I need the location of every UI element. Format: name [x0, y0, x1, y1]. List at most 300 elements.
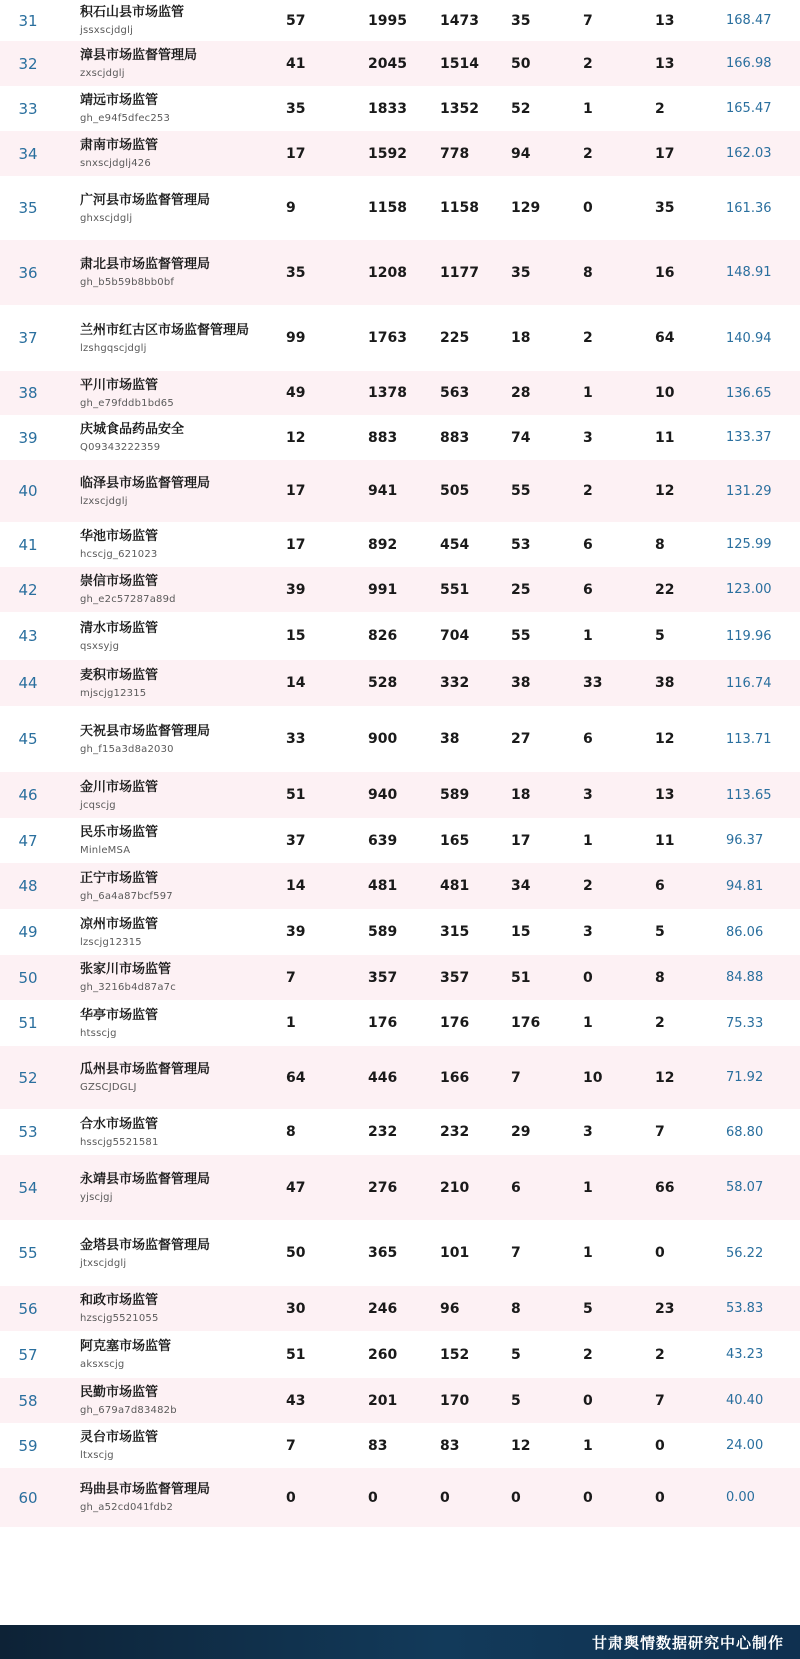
account-id: gh_6a4a87bcf597	[80, 890, 173, 902]
value-col-2: 83	[368, 1437, 388, 1454]
value-col-6: 0	[655, 1489, 665, 1506]
rank-number: 58	[18, 1391, 38, 1410]
account-id: ltxscjg	[80, 1450, 114, 1461]
account-name: 和政市场监管	[80, 1293, 159, 1308]
value-col-2: 1208	[368, 264, 407, 281]
account-cell	[80, 955, 270, 1000]
table-row	[0, 567, 800, 612]
value-col-4: 29	[511, 1124, 531, 1140]
value-col-5: 3	[583, 429, 593, 446]
account-id: ghxscjdglj	[80, 212, 133, 224]
account-cell	[80, 1046, 270, 1109]
account-id: hcscjg_621023	[80, 549, 158, 560]
value-col-5: 1	[583, 1245, 593, 1261]
value-col-3: 332	[440, 675, 470, 691]
account-id: yjscjgj	[80, 1192, 113, 1203]
account-id: gh_679a7d83482b	[80, 1405, 177, 1416]
score: 94.81	[726, 878, 764, 894]
account-id: gh_e94f5dfec253	[80, 113, 171, 124]
rank-number: 52	[18, 1068, 38, 1087]
value-col-1: 49	[286, 385, 306, 401]
value-col-1: 99	[286, 330, 306, 346]
account-name: 临泽县市场监督管理局	[80, 475, 211, 491]
value-col-4: 129	[511, 200, 541, 216]
value-col-3: 1473	[440, 12, 479, 29]
value-col-1: 17	[286, 536, 306, 553]
value-col-2: 900	[368, 731, 398, 747]
value-col-3: 454	[440, 536, 470, 553]
score: 125.99	[726, 537, 772, 552]
score: 56.22	[726, 1245, 764, 1261]
value-col-3: 210	[440, 1179, 470, 1196]
value-col-5: 8	[583, 264, 593, 281]
score: 86.06	[726, 924, 764, 940]
score: 148.91	[726, 265, 772, 280]
score: 96.37	[726, 833, 764, 848]
account-cell	[80, 0, 270, 41]
account-id: gh_3216b4d87a7c	[80, 982, 176, 993]
account-name: 玛曲县市场监督管理局	[80, 1482, 211, 1497]
value-col-2: 246	[368, 1300, 398, 1317]
value-col-4: 55	[511, 628, 531, 644]
rank-number: 49	[18, 923, 38, 941]
account-name: 永靖县市场监督管理局	[80, 1172, 211, 1187]
table-row	[0, 660, 800, 706]
rank-number: 51	[18, 1014, 38, 1032]
value-col-6: 66	[655, 1179, 675, 1196]
account-cell	[80, 1378, 270, 1423]
value-col-4: 38	[511, 675, 531, 691]
table-row	[0, 86, 800, 131]
account-name: 庆城食品药品安全	[80, 422, 185, 437]
table-row	[0, 131, 800, 176]
value-col-5: 2	[583, 483, 593, 499]
value-col-1: 51	[286, 787, 306, 803]
account-id: jssxscjdglj	[80, 25, 134, 36]
account-name: 民勤市场监管	[80, 1385, 159, 1400]
value-col-3: 357	[440, 969, 470, 986]
value-col-5: 6	[583, 581, 593, 598]
value-col-4: 53	[511, 536, 531, 553]
account-cell	[80, 1423, 270, 1468]
table-row	[0, 955, 800, 1000]
value-col-1: 17	[286, 483, 306, 499]
value-col-4: 18	[511, 330, 531, 346]
rank-number: 48	[18, 877, 38, 895]
score: 43.23	[726, 1347, 764, 1362]
score: 84.88	[726, 970, 764, 985]
value-col-3: 563	[440, 385, 470, 401]
account-cell	[80, 176, 270, 240]
rank-number: 44	[18, 674, 38, 692]
score: 131.29	[726, 483, 772, 499]
account-cell	[80, 86, 270, 131]
account-cell	[80, 305, 270, 371]
table-row	[0, 1046, 800, 1109]
table-row	[0, 1220, 800, 1286]
value-col-3: 1514	[440, 55, 479, 72]
value-col-5: 3	[583, 924, 593, 940]
account-id: gh_b5b59b8bb0bf	[80, 277, 175, 288]
footer-credit: 甘肃舆情数据研究中心制作	[591, 1633, 784, 1652]
table-row	[0, 1109, 800, 1155]
account-name: 瓜州县市场监督管理局	[80, 1062, 211, 1077]
value-col-1: 64	[286, 1069, 306, 1086]
value-col-5: 2	[583, 145, 593, 162]
value-col-2: 639	[368, 832, 398, 849]
value-col-6: 2	[655, 100, 665, 117]
value-col-1: 51	[286, 1346, 306, 1363]
account-id: GZSCJDGLJ	[80, 1082, 137, 1093]
account-name: 正宁市场监管	[80, 870, 159, 886]
value-col-5: 7	[583, 12, 593, 29]
value-col-4: 50	[511, 55, 531, 72]
score: 113.65	[726, 787, 772, 803]
value-col-4: 6	[511, 1179, 521, 1196]
rank-number: 41	[18, 535, 38, 554]
value-col-2: 176	[368, 1015, 398, 1031]
value-col-3: 165	[440, 832, 470, 849]
rank-number: 38	[18, 384, 38, 402]
value-col-2: 589	[368, 924, 398, 940]
table-row	[0, 1423, 800, 1468]
table-row	[0, 1331, 800, 1378]
rank-number: 55	[18, 1244, 38, 1262]
account-name: 天祝县市场监督管理局	[80, 723, 211, 739]
value-col-5: 1	[583, 100, 593, 117]
value-col-5: 1	[583, 1179, 593, 1196]
rank-number: 56	[18, 1299, 38, 1318]
value-col-2: 883	[368, 429, 398, 446]
score: 0.00	[726, 1490, 755, 1505]
account-cell	[80, 1286, 270, 1331]
account-id: snxscjdglj426	[80, 158, 151, 169]
table-row	[0, 1286, 800, 1331]
value-col-1: 35	[286, 264, 306, 281]
value-col-2: 357	[368, 969, 398, 986]
account-cell	[80, 1000, 270, 1046]
value-col-5: 6	[583, 731, 593, 747]
value-col-3: 166	[440, 1069, 470, 1086]
value-col-4: 176	[511, 1015, 541, 1031]
table-row	[0, 909, 800, 955]
score: 53.83	[726, 1301, 764, 1316]
score: 166.98	[726, 56, 772, 71]
value-col-4: 27	[511, 731, 531, 747]
rank-number: 34	[18, 144, 38, 163]
value-col-2: 1158	[368, 200, 407, 216]
account-name: 民乐市场监管	[80, 825, 159, 840]
value-col-6: 6	[655, 878, 665, 894]
account-id: hzscjg5521055	[80, 1313, 159, 1324]
rank-number: 59	[18, 1436, 38, 1455]
value-col-3: 551	[440, 581, 470, 598]
rank-number: 40	[18, 482, 38, 500]
value-col-6: 13	[655, 12, 675, 29]
value-col-3: 0	[440, 1489, 450, 1506]
score: 133.37	[726, 430, 772, 445]
value-col-2: 446	[368, 1069, 398, 1086]
value-col-4: 34	[511, 878, 531, 894]
rank-number: 43	[18, 627, 38, 645]
table-row	[0, 818, 800, 863]
account-id: mjscjg12315	[80, 687, 147, 699]
account-name: 清水市场监管	[80, 620, 159, 636]
account-name: 漳县市场监督管理局	[80, 48, 198, 63]
value-col-6: 12	[655, 731, 675, 747]
value-col-2: 201	[368, 1392, 398, 1409]
value-col-4: 12	[511, 1437, 531, 1454]
value-col-5: 2	[583, 55, 593, 72]
account-name: 凉州市场监管	[80, 916, 159, 932]
value-col-3: 176	[440, 1015, 470, 1031]
value-col-2: 232	[368, 1124, 398, 1140]
score: 168.47	[726, 13, 772, 28]
value-col-2: 276	[368, 1179, 398, 1196]
rank-number: 54	[18, 1178, 38, 1197]
value-col-3: 315	[440, 924, 470, 940]
rank-number: 50	[18, 968, 38, 987]
value-col-6: 10	[655, 385, 675, 401]
value-col-2: 528	[368, 675, 398, 691]
account-name: 靖远市场监管	[80, 93, 159, 108]
rank-number: 35	[18, 199, 38, 217]
value-col-2: 1833	[368, 100, 407, 117]
value-col-5: 2	[583, 330, 593, 346]
account-cell	[80, 1468, 270, 1527]
table-row	[0, 612, 800, 660]
value-col-5: 5	[583, 1300, 593, 1317]
value-col-3: 778	[440, 145, 470, 162]
rank-number: 31	[18, 11, 38, 30]
score: 161.36	[726, 200, 772, 216]
table-row	[0, 371, 800, 415]
account-name: 肃南市场监管	[80, 138, 159, 153]
value-col-6: 2	[655, 1015, 665, 1031]
rank-number: 32	[18, 54, 38, 73]
account-id: htsscjg	[80, 1027, 117, 1039]
value-col-6: 16	[655, 264, 675, 281]
value-col-5: 6	[583, 536, 593, 553]
value-col-5: 2	[583, 878, 593, 894]
account-id: gh_f15a3d8a2030	[80, 743, 174, 755]
value-col-6: 7	[655, 1392, 665, 1409]
value-col-3: 481	[440, 878, 470, 894]
value-col-5: 0	[583, 200, 593, 216]
value-col-6: 7	[655, 1124, 665, 1140]
account-name: 肃北县市场监督管理局	[80, 257, 211, 272]
account-name: 平川市场监管	[80, 377, 159, 393]
value-col-1: 9	[286, 200, 296, 216]
rank-number: 57	[18, 1345, 38, 1364]
value-col-4: 55	[511, 483, 531, 499]
value-col-3: 225	[440, 330, 470, 346]
table-row	[0, 1000, 800, 1046]
value-col-6: 17	[655, 145, 675, 162]
value-col-3: 1158	[440, 200, 479, 216]
table-row	[0, 863, 800, 909]
table-row	[0, 1155, 800, 1220]
value-col-1: 15	[286, 628, 306, 644]
value-col-3: 83	[440, 1437, 460, 1454]
score: 162.03	[726, 146, 772, 161]
account-id: gh_a52cd041fdb2	[80, 1502, 174, 1513]
value-col-5: 10	[583, 1069, 603, 1086]
account-cell	[80, 818, 270, 863]
table-row	[0, 1468, 800, 1527]
value-col-3: 704	[440, 628, 470, 644]
score: 165.47	[726, 101, 772, 116]
value-col-4: 28	[511, 385, 531, 401]
value-col-1: 57	[286, 12, 306, 29]
value-col-6: 38	[655, 675, 675, 691]
account-name: 兰州市红古区市场监督管理局	[80, 322, 250, 338]
account-cell	[80, 415, 270, 460]
value-col-4: 51	[511, 969, 531, 986]
account-id: hsscjg5521581	[80, 1136, 159, 1148]
value-col-6: 8	[655, 536, 665, 553]
value-col-2: 1763	[368, 330, 407, 346]
score: 116.74	[726, 675, 772, 691]
value-col-5: 0	[583, 1392, 593, 1409]
account-id: aksxscjg	[80, 1359, 125, 1370]
account-cell	[80, 863, 270, 909]
table-row	[0, 415, 800, 460]
value-col-1: 37	[286, 832, 306, 849]
value-col-1: 17	[286, 145, 306, 162]
value-col-4: 7	[511, 1069, 521, 1086]
value-col-1: 8	[286, 1124, 296, 1140]
value-col-1: 39	[286, 924, 306, 940]
value-col-6: 5	[655, 628, 665, 644]
value-col-6: 11	[655, 429, 675, 446]
score: 24.00	[726, 1438, 764, 1453]
value-col-1: 14	[286, 878, 306, 894]
account-cell	[80, 371, 270, 415]
account-cell	[80, 706, 270, 772]
value-col-2: 365	[368, 1245, 398, 1261]
value-col-2: 2045	[368, 55, 407, 72]
account-name: 广河县市场监督管理局	[80, 192, 211, 208]
account-cell	[80, 660, 270, 706]
value-col-2: 940	[368, 787, 398, 803]
account-id: jcqscjg	[80, 799, 116, 811]
score: 123.00	[726, 582, 772, 597]
account-id: gh_e79fddb1bd65	[80, 397, 174, 409]
value-col-4: 94	[511, 145, 531, 162]
value-col-6: 64	[655, 330, 675, 346]
value-col-3: 38	[440, 731, 460, 747]
account-cell	[80, 772, 270, 818]
value-col-3: 1352	[440, 100, 479, 117]
value-col-1: 50	[286, 1245, 306, 1261]
value-col-3: 232	[440, 1124, 470, 1140]
value-col-2: 991	[368, 581, 398, 598]
value-col-5: 1	[583, 1015, 593, 1031]
value-col-6: 0	[655, 1245, 665, 1261]
value-col-1: 14	[286, 675, 306, 691]
value-col-2: 941	[368, 483, 398, 499]
value-col-6: 22	[655, 581, 675, 598]
account-name: 阿克塞市场监管	[80, 1339, 172, 1354]
account-cell	[80, 131, 270, 176]
value-col-5: 0	[583, 969, 593, 986]
value-col-1: 33	[286, 731, 306, 747]
account-id: jtxscjdglj	[80, 1257, 127, 1269]
value-col-3: 96	[440, 1300, 460, 1317]
value-col-6: 8	[655, 969, 665, 986]
value-col-6: 23	[655, 1300, 675, 1317]
value-col-1: 39	[286, 581, 306, 598]
value-col-6: 5	[655, 924, 665, 940]
value-col-6: 12	[655, 483, 675, 499]
value-col-1: 1	[286, 1015, 296, 1031]
value-col-5: 2	[583, 1346, 593, 1363]
account-id: qsxsyjg	[80, 640, 120, 652]
score: 71.92	[726, 1070, 764, 1085]
value-col-5: 1	[583, 628, 593, 644]
value-col-5: 0	[583, 1489, 593, 1506]
value-col-4: 0	[511, 1489, 521, 1506]
value-col-3: 101	[440, 1245, 470, 1261]
table-row	[0, 772, 800, 818]
value-col-6: 13	[655, 55, 675, 72]
account-name: 积石山县市场监管	[80, 5, 185, 20]
score: 140.94	[726, 330, 772, 346]
value-col-3: 152	[440, 1346, 470, 1363]
value-col-3: 170	[440, 1392, 470, 1409]
value-col-1: 47	[286, 1179, 306, 1196]
account-id: zxscjdglj	[80, 68, 125, 79]
table-row	[0, 522, 800, 567]
account-name: 合水市场监管	[80, 1116, 159, 1132]
value-col-2: 1592	[368, 145, 407, 162]
rank-number: 47	[18, 831, 38, 850]
value-col-4: 35	[511, 12, 531, 29]
score: 136.65	[726, 385, 772, 401]
rank-number: 33	[18, 99, 38, 118]
rank-number: 46	[18, 786, 38, 804]
value-col-2: 0	[368, 1489, 378, 1506]
table-row	[0, 176, 800, 240]
value-col-3: 883	[440, 429, 470, 446]
account-id: gh_e2c57287a89d	[80, 594, 176, 605]
value-col-5: 3	[583, 1124, 593, 1140]
value-col-4: 25	[511, 581, 531, 598]
account-cell	[80, 460, 270, 522]
rank-number: 53	[18, 1123, 38, 1141]
value-col-3: 505	[440, 483, 470, 499]
account-cell	[80, 567, 270, 612]
value-col-4: 74	[511, 429, 531, 446]
account-id: lzxscjdglj	[80, 495, 128, 507]
footer-banner	[0, 1625, 800, 1659]
value-col-1: 41	[286, 55, 306, 72]
account-id: lzshgqscjdglj	[80, 342, 147, 354]
table-row	[0, 305, 800, 371]
value-col-4: 15	[511, 924, 531, 940]
account-name: 麦积市场监管	[80, 667, 159, 683]
value-col-5: 1	[583, 1437, 593, 1454]
table-row	[0, 1378, 800, 1423]
value-col-4: 18	[511, 787, 531, 803]
value-col-3: 1177	[440, 264, 479, 281]
account-cell	[80, 41, 270, 86]
score: 75.33	[726, 1015, 764, 1031]
account-id: MinleMSA	[80, 845, 131, 856]
value-col-4: 35	[511, 264, 531, 281]
account-cell	[80, 240, 270, 305]
